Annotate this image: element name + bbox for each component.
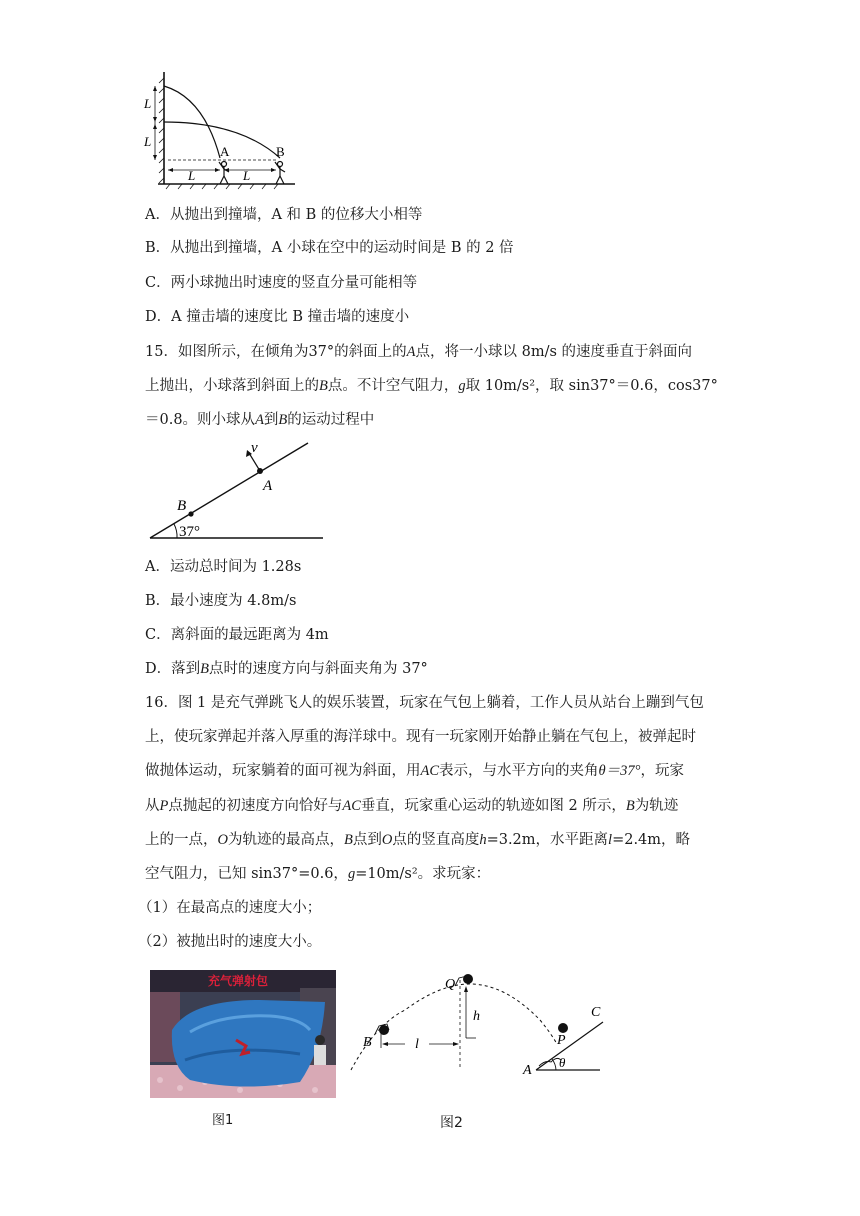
- label-a: A: [263, 478, 273, 494]
- person-b: [275, 162, 285, 185]
- label-L: L: [144, 134, 152, 149]
- label-v: v: [251, 440, 258, 456]
- inflatable-photo: [150, 970, 336, 1098]
- label-a: A: [523, 1063, 532, 1078]
- q16-stem-line4: 从P点抛起的初速度方向恰好与AC垂直，玩家重心运动的轨迹如图 2 所示，B为轨迹: [145, 798, 679, 814]
- label-L: L: [188, 168, 196, 183]
- q14-option-a: A．从抛出到撞墙，A 和 B 的位移大小相等: [145, 207, 423, 223]
- q16-stem-line2: 上，使玩家弹起并落入厚重的海洋球中。现有一玩家刚开始静止躺在气包上，被弹起时: [145, 729, 696, 745]
- caption-figure-2: 图2: [440, 1115, 463, 1131]
- q16-stem-line6: 空气阻力，已知 sin37°=0.6，g=10m/s²。求玩家：: [145, 866, 491, 882]
- label-angle: 37°: [179, 524, 200, 540]
- q16-stem-line5: 上的一点，O为轨迹的最高点，B点到O点的竖直高度h=3.2m，水平距离l=2.4m，略: [145, 832, 691, 848]
- label-b: B: [177, 498, 187, 514]
- label-b: B: [276, 144, 285, 159]
- label-p: P: [557, 1033, 566, 1048]
- label-L: L: [243, 168, 251, 183]
- q14-option-b: B．从抛出到撞墙，A 小球在空中的运动时间是 B 的 2 倍: [145, 240, 514, 256]
- q15-option-b: B．最小速度为 4.8m/s: [145, 593, 297, 609]
- q14-option-d: D．A 撞击墙的速度比 B 撞击墙的速度小: [145, 309, 410, 325]
- q16-subquestion-1: （1）在最高点的速度大小；: [138, 900, 322, 916]
- q15-option-d: D．落到B点时的速度方向与斜面夹角为 37°: [145, 661, 428, 677]
- q15-stem-line3: ＝0.8。则小球从A到B的运动过程中: [145, 412, 375, 428]
- label-l: l: [415, 1037, 419, 1052]
- q16-stem-line1: 16．图 1 是充气弹跳飞人的娱乐装置，玩家在气包上躺着，工作人员从站台上蹦到气包: [145, 695, 704, 711]
- label-q: Q: [445, 977, 456, 992]
- q15-option-a: A．运动总时间为 1.28s: [145, 559, 302, 575]
- label-c: C: [591, 1005, 601, 1020]
- label-h: h: [473, 1009, 480, 1024]
- caption-figure-1: 图1: [212, 1113, 234, 1128]
- photo-banner: 充气弹射包: [208, 974, 269, 988]
- label-theta: θ: [559, 1055, 566, 1070]
- label-a: A: [220, 144, 230, 159]
- q14-figure: [140, 68, 300, 192]
- label-b: B: [363, 1035, 372, 1050]
- q15-incline-figure: [145, 438, 335, 544]
- q16-subquestion-2: （2）被抛出时的速度大小。: [138, 934, 322, 950]
- label-L: L: [144, 96, 152, 111]
- person-a: [219, 162, 229, 185]
- q15-option-c: C．离斜面的最远距离为 4m: [145, 627, 329, 643]
- trajectory-figure: [345, 970, 610, 1078]
- q15-stem-line1: 15．如图所示，在倾角为37°的斜面上的A点，将一小球以 8m/s 的速度垂直于斜面向: [145, 344, 693, 360]
- q16-stem-line3: 做抛体运动，玩家躺着的面可视为斜面，用AC表示，与水平方向的夹角θ＝37°，玩家: [145, 763, 684, 779]
- q15-stem-line2: 上抛出，小球落到斜面上的B点。不计空气阻力，g取 10m/s²，取 sin37°＝0.6，cos37°: [145, 378, 718, 394]
- q14-option-c: C．两小球抛出时速度的竖直分量可能相等: [145, 275, 418, 291]
